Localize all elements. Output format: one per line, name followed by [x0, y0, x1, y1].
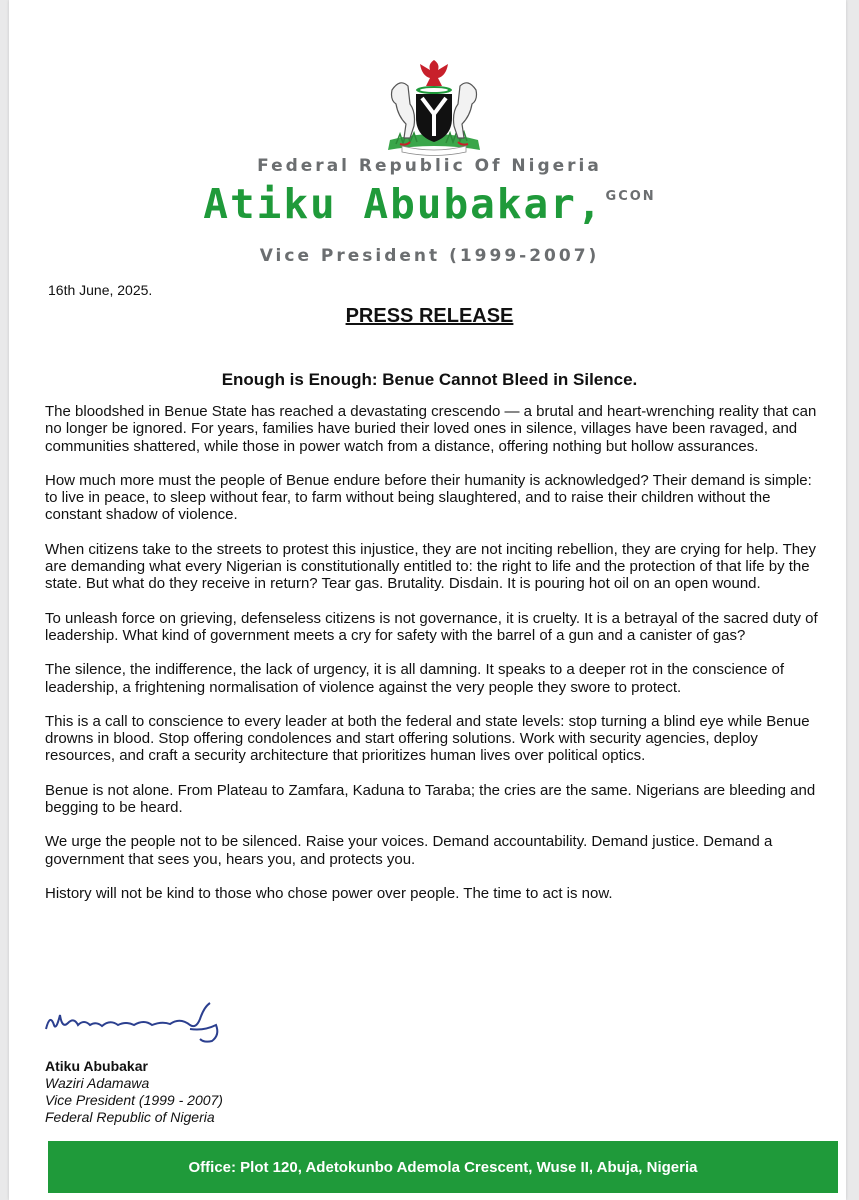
paragraph: How much more must the people of Benue endure before their humanity is acknowledged? Their demand is simple: to live in peace, to sleep without fear, to farm without being slaughtered, and to raise their children without the constant shadow of violence.: [45, 471, 812, 524]
paragraph: The silence, the indifference, the lack of urgency, it is all damning. It speaks to a deeper rot in the conscience of leadership, a frightening normalisation of violence against the very people they swore to protect.: [45, 661, 785, 696]
coat-of-arms-emblem: [376, 56, 492, 156]
letterhead-title: Vice President (1999-2007): [259, 246, 600, 266]
handwritten-signature: [40, 995, 230, 1045]
paragraph: We urge the people not to be silenced. Raise your voices. Demand accountability. Demand justice. Demand a government that sees you, hears you, and protects you.: [45, 833, 773, 868]
paragraph: Benue is not alone. From Plateau to Zamfara, Kaduna to Taraba; the cries are the same. Nigerians are bleeding and begging to be heard.: [45, 781, 816, 817]
paragraph: This is a call to conscience to every leader at both the federal and state levels: stop turning a blind eye while Benue drowns in blood. Stop offering condolences and start offering solutions. Work with security agencies, deploy resources, and craft a security architecture that prioritizes human lives over political optics.: [45, 712, 810, 765]
paragraph: The bloodshed in Benue State has reached a devastating crescendo — a brutal and heart-wrenching reality that can no longer be ignored. For years, families have buried their loved ones in silence, villages have been ravaged, and communities shattered, while those in power watch from a distance, offering nothing but hollow assurances.: [45, 403, 817, 455]
paragraph: When citizens take to the streets to protest this injustice, they are not inciting rebellion, they are crying for help. They are demanding what every Nigerian is constitutionally entitled to: the right to life and the protection of that life by the state. But what do they receive in return? Tear gas. Brutality. Disdain. It is pouring hot oil on an open wound.: [45, 540, 816, 593]
signatory-name: Atiku Abubakar: [45, 1058, 148, 1074]
letterhead-honor: GCON: [605, 189, 656, 204]
release-date: 16th June, 2025.: [48, 282, 153, 298]
letterhead-country: Federal Republic Of Nigeria: [257, 156, 602, 176]
letterhead-name-line: [0, 180, 859, 228]
signatory-block: [45, 1058, 223, 1126]
paragraph: To unleash force on grieving, defenseless citizens is not governance, it is cruelty. It is a betrayal of the sacred duty of leadership. What kind of government meets a cry for safety with the barrel of a gun and a canister of gas?: [45, 609, 818, 644]
press-release-heading: PRESS RELEASE: [345, 305, 514, 327]
signatory-line: Vice President (1999 - 2007): [45, 1092, 223, 1108]
office-address-footer: Office: Plot 120, Adetokunbo Ademola Crescent, Wuse II, Abuja, Nigeria: [48, 1141, 838, 1193]
release-headline: Enough is Enough: Benue Cannot Bleed in Silence.: [221, 370, 638, 389]
signatory-line: Federal Republic of Nigeria: [45, 1109, 215, 1125]
paragraph: History will not be kind to those who chose power over people. The time to act is now.: [45, 884, 613, 902]
letterhead-name: Atiku Abubakar,: [203, 180, 604, 228]
signatory-line: Waziri Adamawa: [45, 1075, 150, 1091]
release-body: [45, 403, 825, 919]
